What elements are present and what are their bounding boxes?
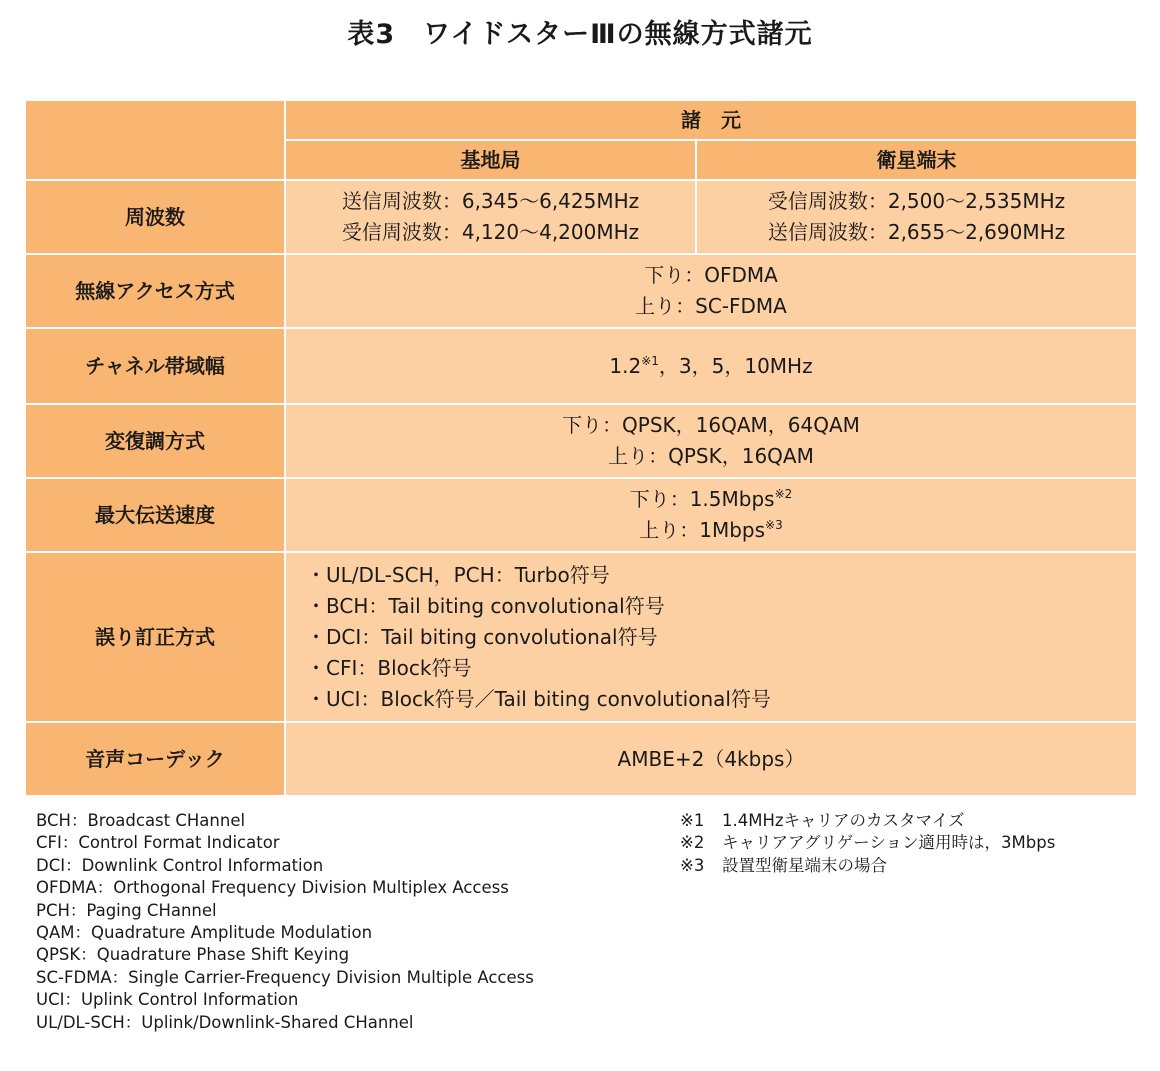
table-row <box>25 404 1137 478</box>
error-correction-value <box>285 552 1137 722</box>
row-label-bandwidth: チャネル帯域幅 <box>25 328 285 404</box>
access-line2: 上り：SC-FDMA <box>635 294 787 318</box>
bandwidth-value <box>285 328 1137 404</box>
table-row <box>25 328 1137 404</box>
frequency-base-line2: 受信周波数：4,120〜4,200MHz <box>341 220 640 244</box>
footnote-item <box>680 855 1055 877</box>
header-empty-cell <box>25 100 285 180</box>
abbreviation-item: QPSK：Quadrature Phase Shift Keying <box>36 945 350 965</box>
footnote-text: キャリアアグリゲーション適用時は，3Mbps <box>722 833 1056 853</box>
footnote-text: 1.4MHzキャリアのカスタマイズ <box>722 811 965 830</box>
max-rate-line1-text: 下り：1.5Mbps <box>629 487 775 511</box>
list-item: ・UCI：Block符号／Tail biting convolutional符号 <box>306 686 771 711</box>
max-rate-value <box>285 478 1137 552</box>
access-value <box>285 254 1137 328</box>
bandwidth-prefix: 1.2 <box>609 353 642 378</box>
row-label-frequency: 周波数 <box>25 180 285 254</box>
header-satellite-terminal: 衛星端末 <box>696 140 1137 180</box>
row-label-access: 無線アクセス方式 <box>25 254 285 328</box>
max-rate-line2-text: 上り：1Mbps <box>639 518 766 542</box>
footnote-mark: ※2 <box>680 833 705 853</box>
max-rate-line2 <box>286 515 1136 546</box>
header-base-station: 基地局 <box>285 140 696 180</box>
modulation-line2: 上り：QPSK，16QAM <box>608 444 814 468</box>
footnote-list <box>680 810 1055 877</box>
footnote-mark: ※1 <box>680 811 705 830</box>
frequency-terminal <box>696 180 1137 254</box>
frequency-terminal-line1: 受信周波数：2,500〜2,535MHz <box>767 189 1066 213</box>
table-row <box>25 254 1137 328</box>
list-item: ・BCH：Tail biting convolutional符号 <box>306 593 665 618</box>
footnote-item <box>680 810 1055 832</box>
footnote-mark: ※3 <box>680 855 705 875</box>
abbreviation-item: BCH：Broadcast CHannel <box>36 811 246 830</box>
frequency-base-station <box>285 180 696 254</box>
row-label-error-correction: 誤り訂正方式 <box>25 552 285 722</box>
table-row <box>25 180 1137 254</box>
row-label-voice-codec: 音声コーデック <box>25 722 285 796</box>
table-row <box>25 722 1137 796</box>
abbreviation-item: UCI：Uplink Control Information <box>36 990 299 1010</box>
max-rate-line1 <box>286 484 1136 515</box>
abbreviation-item: QAM：Quadrature Amplitude Modulation <box>36 923 373 943</box>
abbreviation-item: PCH：Paging CHannel <box>36 900 217 920</box>
abbreviation-item: DCI：Downlink Control Information <box>36 855 324 875</box>
spec-table <box>24 99 1138 797</box>
bandwidth-suffix: ，3，5，10MHz <box>658 353 813 378</box>
footnote-text: 設置型衛星端末の場合 <box>722 855 887 875</box>
row-label-modulation: 変復調方式 <box>25 404 285 478</box>
abbreviation-item: CFI：Control Format Indicator <box>36 833 280 853</box>
footnote-item <box>680 832 1055 854</box>
abbreviation-list <box>36 810 534 1034</box>
table-row <box>25 552 1137 722</box>
table-title: 表3 ワイドスターⅢの無線方式諸元 <box>347 19 813 50</box>
max-rate-line2-mark: ※3 <box>765 518 783 532</box>
header-row-spec <box>25 100 1137 140</box>
list-item: ・UL/DL-SCH，PCH：Turbo符号 <box>306 562 610 587</box>
list-item: ・DCI：Tail biting convolutional符号 <box>306 624 658 649</box>
table-row <box>25 478 1137 552</box>
abbreviation-item: OFDMA：Orthogonal Frequency Division Multiplex Access <box>36 878 509 898</box>
row-label-max-rate: 最大伝送速度 <box>25 478 285 552</box>
max-rate-line1-mark: ※2 <box>774 487 793 501</box>
frequency-base-line1: 送信周波数：6,345〜6,425MHz <box>341 189 640 213</box>
bandwidth-footnote-mark: ※1 <box>641 353 659 368</box>
voice-codec-value: AMBE+2（4kbps） <box>285 722 1137 796</box>
access-line1: 下り：OFDMA <box>644 263 778 287</box>
modulation-line1: 下り：QPSK，16QAM，64QAM <box>562 413 860 437</box>
abbreviation-item: UL/DL-SCH：Uplink/Downlink-Shared CHannel <box>36 1012 414 1032</box>
frequency-terminal-line2: 送信周波数：2,655〜2,690MHz <box>767 220 1066 244</box>
header-spec: 諸 元 <box>285 100 1137 140</box>
modulation-value <box>285 404 1137 478</box>
list-item: ・CFI：Block符号 <box>306 655 472 680</box>
abbreviation-item: SC-FDMA：Single Carrier-Frequency Division Multiple Access <box>36 967 534 987</box>
